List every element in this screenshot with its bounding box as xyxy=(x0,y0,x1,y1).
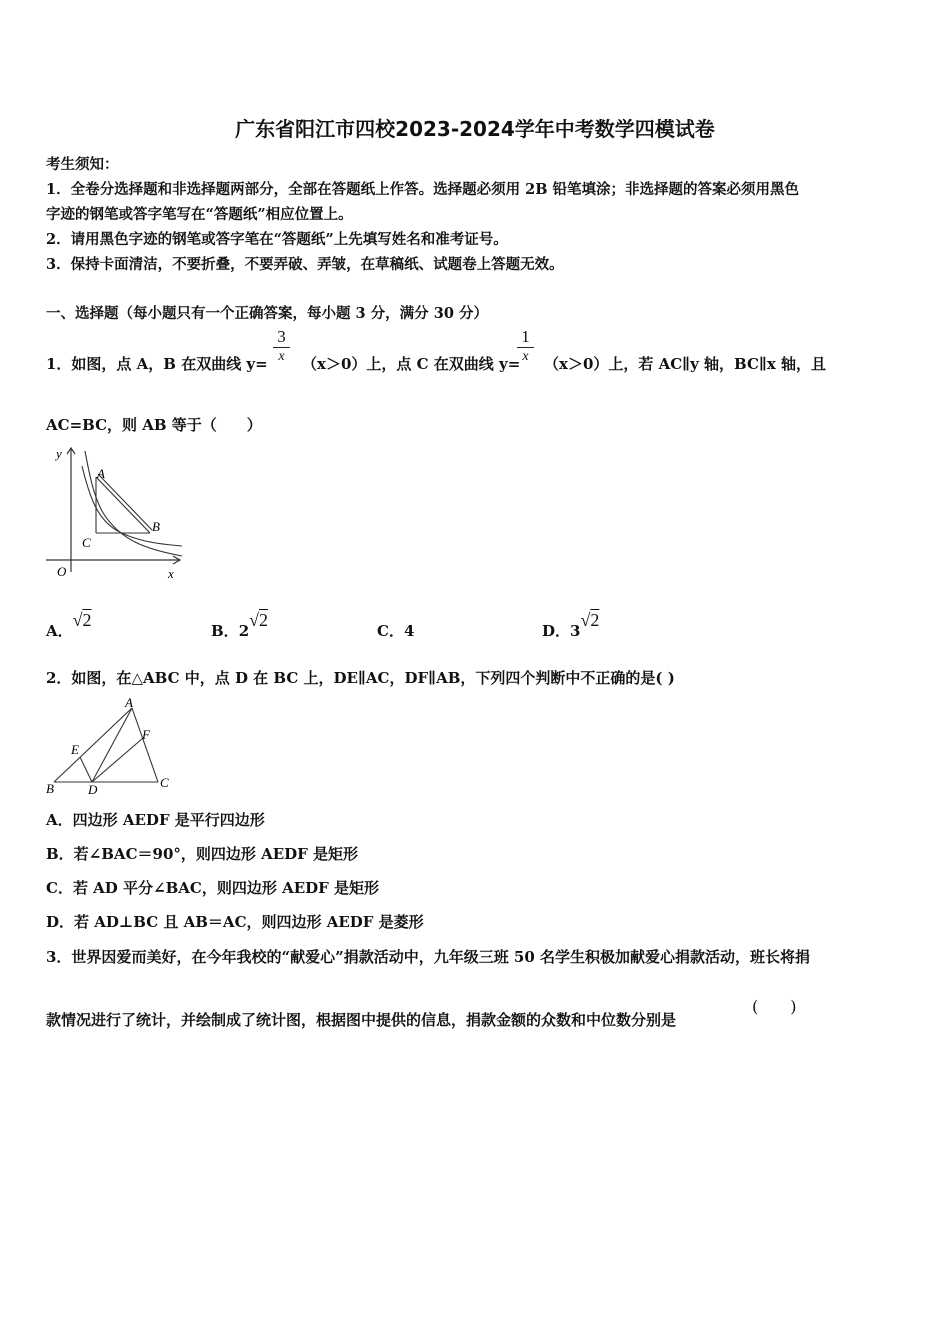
q2-label-f: F xyxy=(142,727,150,742)
q1-text-c: （x＞0）上，若 AC∥y 轴，BC∥x 轴，且 xyxy=(544,355,827,373)
q1-text-b: （x＞0）上，点 C 在双曲线 y= xyxy=(302,355,521,373)
q1-fraction-2 xyxy=(517,327,534,365)
q1-option-c-letter: C． xyxy=(377,622,404,640)
page-title: 广东省阳江市四校2023-2024学年中考数学四模试卷 xyxy=(235,117,715,141)
q1-label-x: x xyxy=(168,566,174,581)
q1-option-d-letter: D． xyxy=(542,622,571,640)
q2-option-d[interactable]: D．若 AD⊥BC 且 AB＝AC，则四边形 AEDF 是菱形 xyxy=(46,913,424,931)
q1-label-b: B xyxy=(152,519,160,534)
section-heading: 一、选择题（每小题只有一个正确答案，每小题 3 分，满分 30 分） xyxy=(46,305,488,322)
q1-fraction-2-numerator: 1 xyxy=(521,327,530,346)
q1-option-b-radicand: 2 xyxy=(259,610,269,630)
q1-option-a-radicand: 2 xyxy=(82,610,92,630)
q2-figure xyxy=(40,694,180,798)
q2-label-c: C xyxy=(160,775,169,790)
q1-option-c[interactable] xyxy=(377,620,414,641)
q1-option-a-letter: A． xyxy=(46,622,73,640)
q1-fraction-1 xyxy=(273,327,290,365)
q2-label-e: E xyxy=(71,742,79,757)
q1-option-d-radicand: 2 xyxy=(590,610,600,630)
q1-label-o: O xyxy=(57,564,67,579)
q1-option-d-coef: 3 xyxy=(570,622,581,640)
q2-label-d: D xyxy=(88,782,98,797)
q1-option-d[interactable]: D．3√2 xyxy=(542,610,600,640)
q1-label-y: y xyxy=(56,446,62,461)
notice-line-4: 3．保持卡面清洁，不要折叠，不要弄破、弄皱，在草稿纸、试题卷上答题无效。 xyxy=(46,256,564,273)
q1-option-b-coef: 2 xyxy=(238,622,250,640)
q2-label-b: B xyxy=(46,781,54,796)
notice-line-2: 字迹的钢笔或答字笔写在“答题纸”相应位置上。 xyxy=(46,206,353,223)
q1-fraction-2-denominator: x xyxy=(522,349,529,364)
q1-figure xyxy=(40,444,190,586)
notice-heading: 考生须知： xyxy=(46,156,119,173)
q1-label-a: A xyxy=(97,466,105,481)
q1-option-b[interactable]: B．2√2 xyxy=(211,610,269,640)
q1-text-d: AC=BC，则 AB 等于（ ） xyxy=(46,416,262,434)
q1-text-a: 1．如图，点 A，B 在双曲线 y= xyxy=(46,355,268,373)
q2-label-a: A xyxy=(125,695,133,710)
q1-fraction-1-denominator: x xyxy=(278,349,285,364)
q3-line-1: 3．世界因爱而美好，在今年我校的“献爱心”捐款活动中，九年级三班 50 名学生积极加献爱心捐款活动，班长将捐 xyxy=(46,948,811,966)
q2-text: 2．如图，在△ABC 中，点 D 在 BC 上，DE∥AC，DF∥AB，下列四个判断中不正确的是( ) xyxy=(46,669,675,687)
q1-option-b-letter: B． xyxy=(211,622,239,640)
q2-option-c[interactable]: C．若 AD 平分∠BAC，则四边形 AEDF 是矩形 xyxy=(46,879,380,897)
notice-line-1: 1．全卷分选择题和非选择题两部分，全部在答题纸上作答。选择题必须用 2B 铅笔填涂；非选择题的答案必须用黑色 xyxy=(46,181,800,198)
q3-answer-paren: ( ) xyxy=(752,997,797,1016)
notice-line-3: 2．请用黑色字迹的钢笔或答字笔在“答题纸”上先填写姓名和准考证号。 xyxy=(46,231,508,248)
q3-line-2: 款情况进行了统计，并绘制成了统计图，根据图中提供的信息，捐款金额的众数和中位数分别是 xyxy=(46,1011,677,1029)
q1-label-c: C xyxy=(82,535,91,550)
q2-option-a[interactable]: A．四边形 AEDF 是平行四边形 xyxy=(46,811,265,829)
q1-fraction-1-numerator: 3 xyxy=(277,327,286,346)
q1-option-a[interactable]: A．√2 xyxy=(46,610,92,640)
q1-option-c-value: 4 xyxy=(403,622,415,640)
q2-option-b[interactable]: B．若∠BAC＝90°，则四边形 AEDF 是矩形 xyxy=(46,845,359,863)
